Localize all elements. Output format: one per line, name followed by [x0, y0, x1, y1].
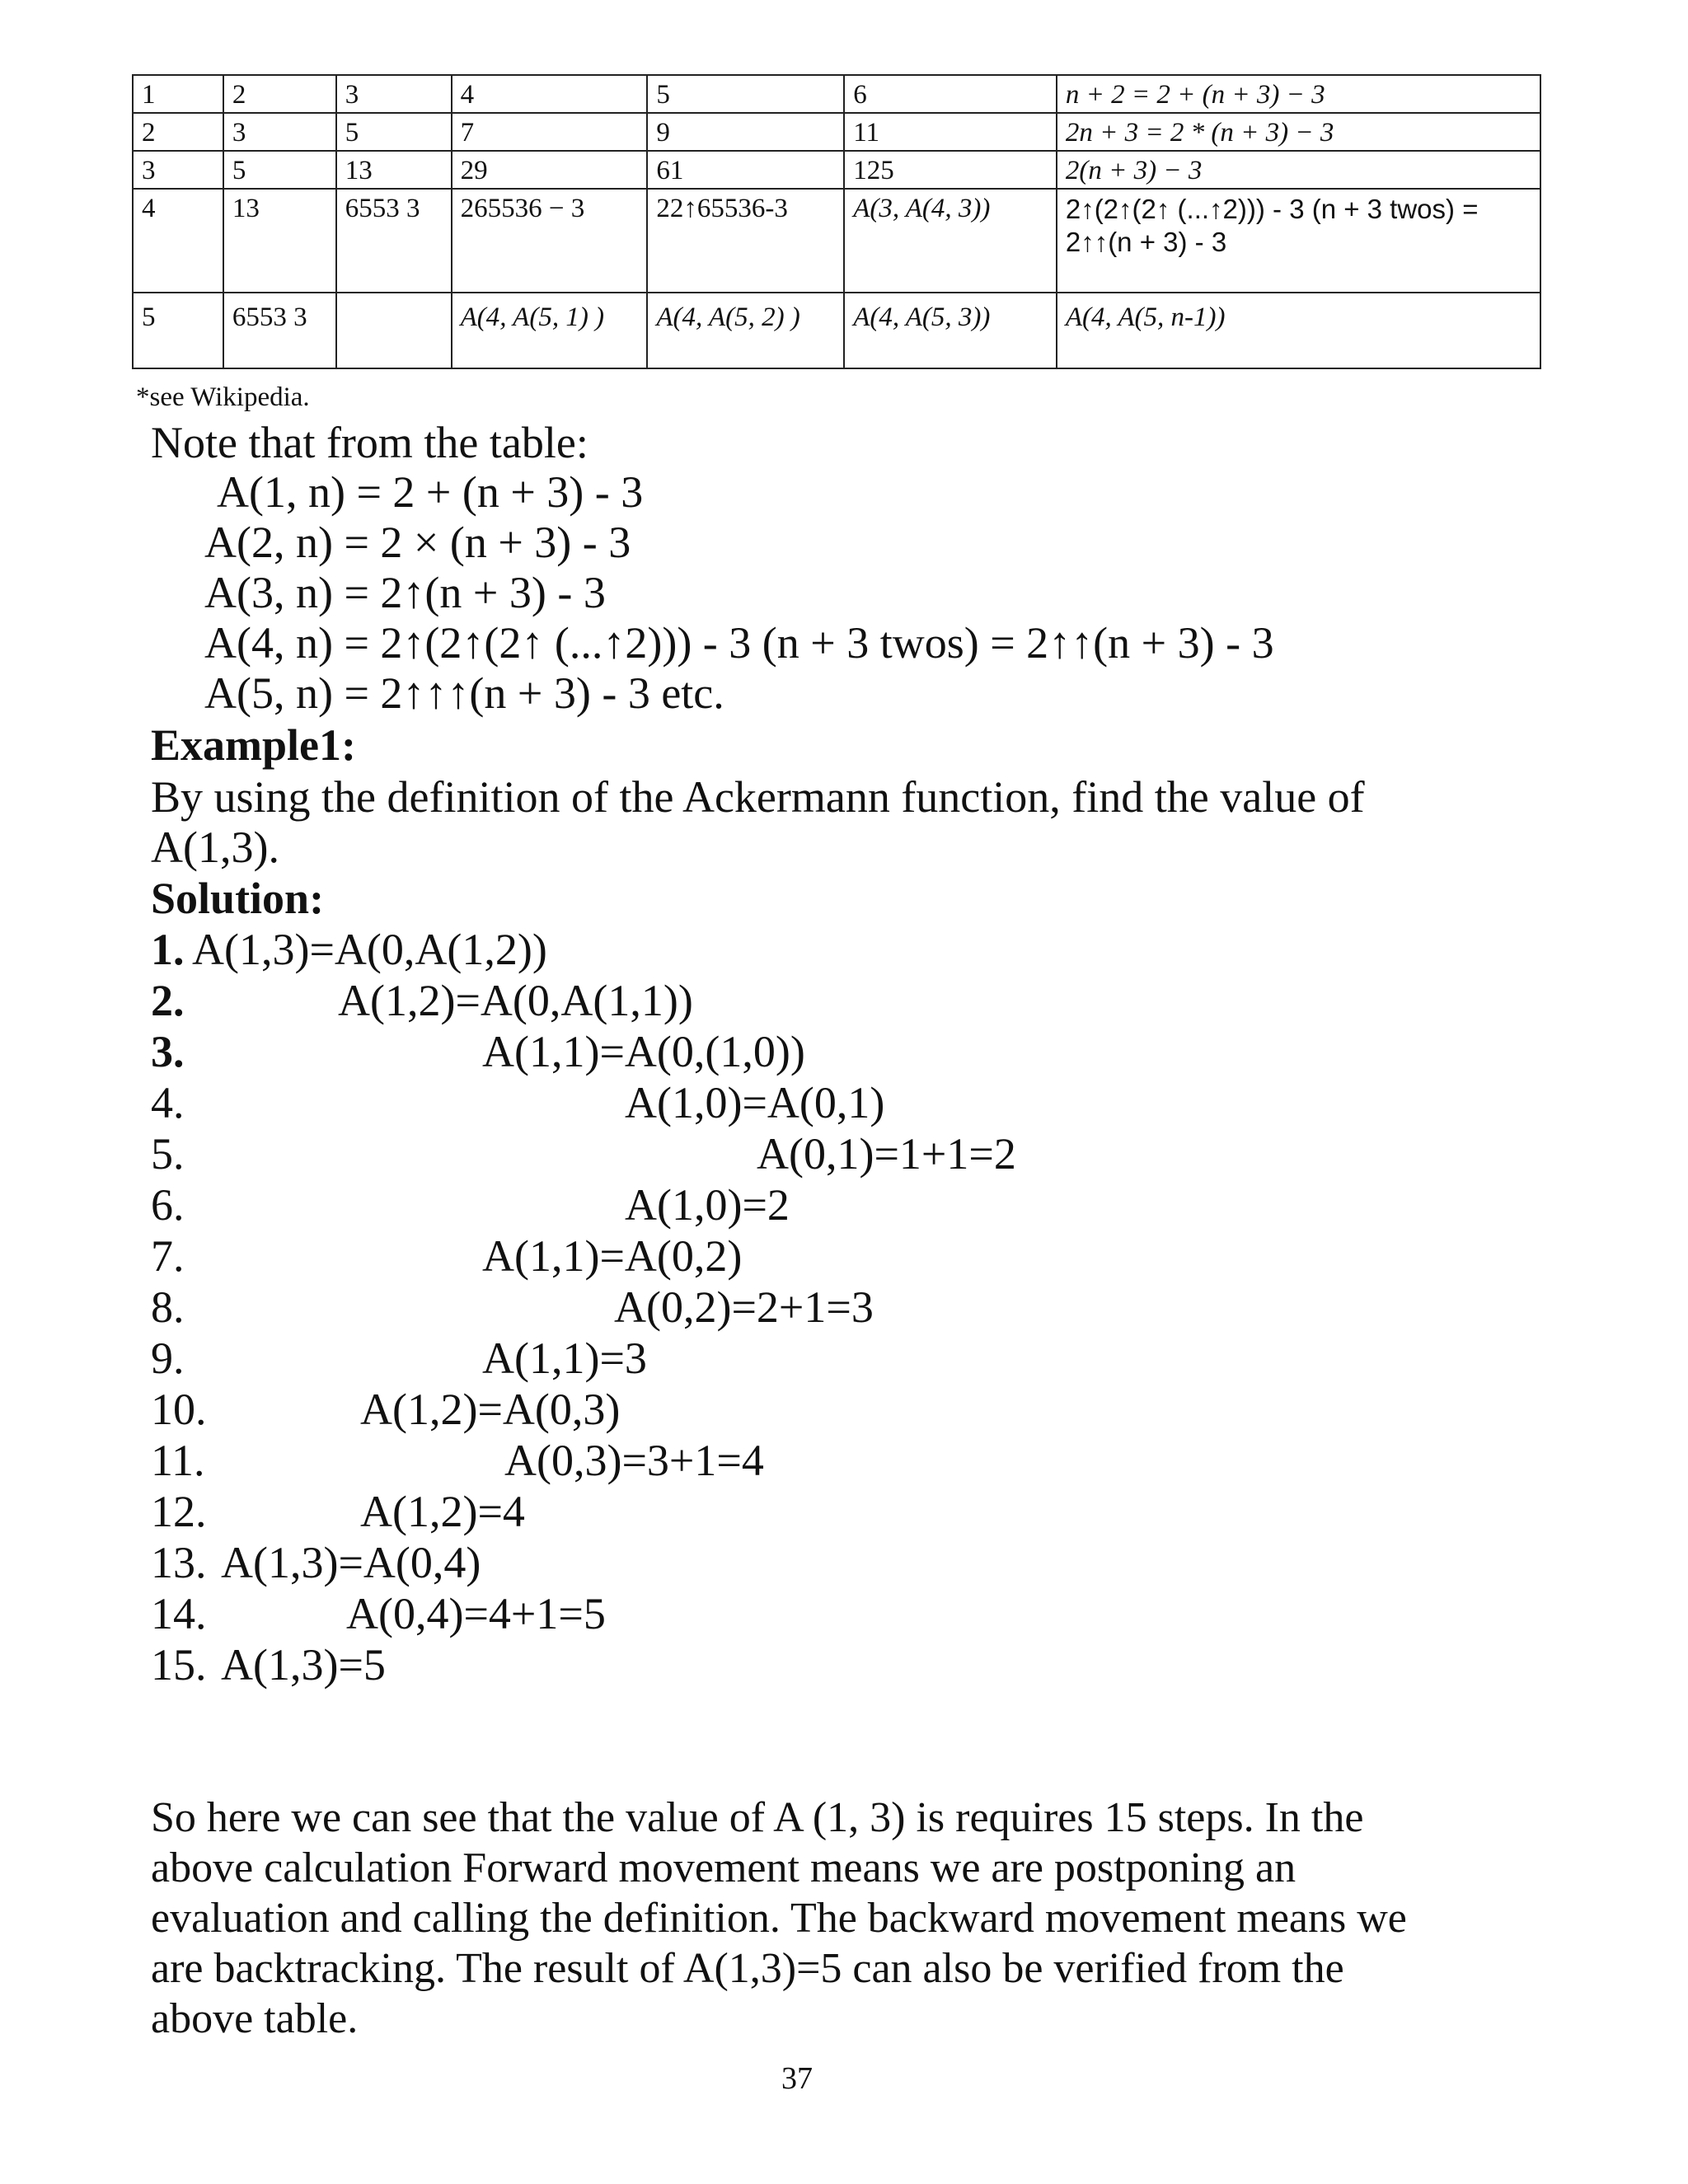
step-text: A(1,2)=A(0,3) [360, 1385, 621, 1434]
table-cell: 2 [223, 75, 336, 113]
step-text: A(1,0)=A(0,1) [625, 1078, 885, 1127]
step-number: 2. [151, 976, 185, 1025]
step-number: 3. [151, 1027, 185, 1076]
conclusion-paragraph: So here we can see that the value of A (1, 3) is requires 15 steps. In the above calculation Forward movement means we are postponing an evaluation and calling the definition. The backward movement means we are backtracking. The result of A(1,3)=5 can also be verified from the above table. [151, 1794, 1407, 2042]
table-row [133, 151, 1540, 189]
step-number: 14. [151, 1589, 207, 1638]
table-cell: 4 [452, 75, 648, 113]
step-number: 15. [151, 1640, 207, 1690]
step-number: 5. [151, 1129, 185, 1179]
table-cell: A(4, A(5, n-1)) [1057, 293, 1540, 368]
table-cell: A(4, A(5, 1) ) [452, 293, 648, 368]
ackermann-table [132, 74, 1541, 369]
table-cell: n + 2 = 2 + (n + 3) − 3 [1057, 75, 1540, 113]
step-number: 4. [151, 1078, 185, 1127]
formula-line: A(2, n) = 2 × (n + 3) - 3 [204, 518, 631, 567]
step-text: A(0,4)=4+1=5 [346, 1589, 606, 1638]
table-cell: 13 [336, 151, 452, 189]
table-cell: 13 [223, 189, 336, 293]
table-cell: 6 [844, 75, 1057, 113]
step-text: A(1,3)=A(0,A(1,2)) [192, 925, 547, 974]
step-text: A(1,3)=A(0,4) [221, 1538, 481, 1587]
formula-line: A(1, n) = 2 + (n + 3) - 3 [217, 467, 644, 517]
step-text: A(1,3)=5 [221, 1640, 386, 1690]
formula-line: A(5, n) = 2↑↑↑(n + 3) - 3 etc. [204, 668, 724, 718]
step-number: 7. [151, 1231, 185, 1281]
step-text: A(0,3)=3+1=4 [504, 1436, 764, 1485]
table-cell: 6553 3 [336, 189, 452, 293]
table-cell: 9 [647, 113, 844, 151]
step-number: 13. [151, 1538, 207, 1587]
example-prompt: By using the definition of the Ackermann function, find the value of [151, 772, 1365, 822]
table-cell: 2↑(2↑(2↑ (...↑2))) - 3 (n + 3 twos) = 2↑↑(n + 3) - 3 [1057, 189, 1540, 293]
step-number: 9. [151, 1333, 185, 1383]
table-cell: 7 [452, 113, 648, 151]
step-number: 12. [151, 1487, 207, 1536]
table-cell: 5 [336, 113, 452, 151]
table-cell: 3 [223, 113, 336, 151]
step-number: 8. [151, 1282, 185, 1332]
table-cell: 5 [647, 75, 844, 113]
step-text: A(1,1)=3 [482, 1333, 647, 1383]
table-cell: 61 [647, 151, 844, 189]
table-cell: 3 [133, 151, 223, 189]
step-number: 10. [151, 1385, 207, 1434]
table-cell: A(4, A(5, 3)) [844, 293, 1057, 368]
notes-intro: Note that from the table: [151, 418, 588, 467]
page-number: 37 [781, 2061, 813, 2096]
table-cell: 2 [133, 113, 223, 151]
step-text: A(0,1)=1+1=2 [757, 1129, 1016, 1179]
table-cell: 125 [844, 151, 1057, 189]
table-cell: 29 [452, 151, 648, 189]
table-row [133, 75, 1540, 113]
table-cell: 4 [133, 189, 223, 293]
table-cell: A(4, A(5, 2) ) [647, 293, 844, 368]
example-prompt: A(1,3). [151, 823, 279, 872]
step-number: 6. [151, 1180, 185, 1230]
table-footnote: *see Wikipedia. [136, 382, 310, 412]
table-cell: 2(n + 3) − 3 [1057, 151, 1540, 189]
step-text: A(1,2)=A(0,A(1,1)) [338, 976, 693, 1025]
formula-line: A(3, n) = 2↑(n + 3) - 3 [204, 568, 606, 617]
step-text: A(1,0)=2 [625, 1180, 790, 1230]
table-cell: A(3, A(4, 3)) [844, 189, 1057, 293]
table-cell: 265536 − 3 [452, 189, 648, 293]
table-cell: 5 [133, 293, 223, 368]
table-row [133, 189, 1540, 293]
table-row [133, 113, 1540, 151]
step-number: 1. [151, 925, 185, 974]
solution-heading: Solution: [151, 874, 325, 923]
table-cell: 6553 3 [223, 293, 336, 368]
table-cell: 2n + 3 = 2 * (n + 3) − 3 [1057, 113, 1540, 151]
step-text: A(0,2)=2+1=3 [614, 1282, 874, 1332]
example-heading: Example1: [151, 720, 356, 770]
formula-line: A(4, n) = 2↑(2↑(2↑ (...↑2))) - 3 (n + 3 twos) = 2↑↑(n + 3) - 3 [204, 618, 1274, 668]
table-cell: 11 [844, 113, 1057, 151]
table-row [133, 293, 1540, 368]
table-cell: 22↑65536-3 [647, 189, 844, 293]
step-text: A(1,1)=A(0,2) [482, 1231, 743, 1281]
table-cell: 3 [336, 75, 452, 113]
table-cell: 5 [223, 151, 336, 189]
table-cell: 1 [133, 75, 223, 113]
table-cell [336, 293, 452, 368]
step-text: A(1,1)=A(0,(1,0)) [482, 1027, 805, 1076]
step-number: 11. [151, 1436, 205, 1485]
step-text: A(1,2)=4 [360, 1487, 525, 1536]
